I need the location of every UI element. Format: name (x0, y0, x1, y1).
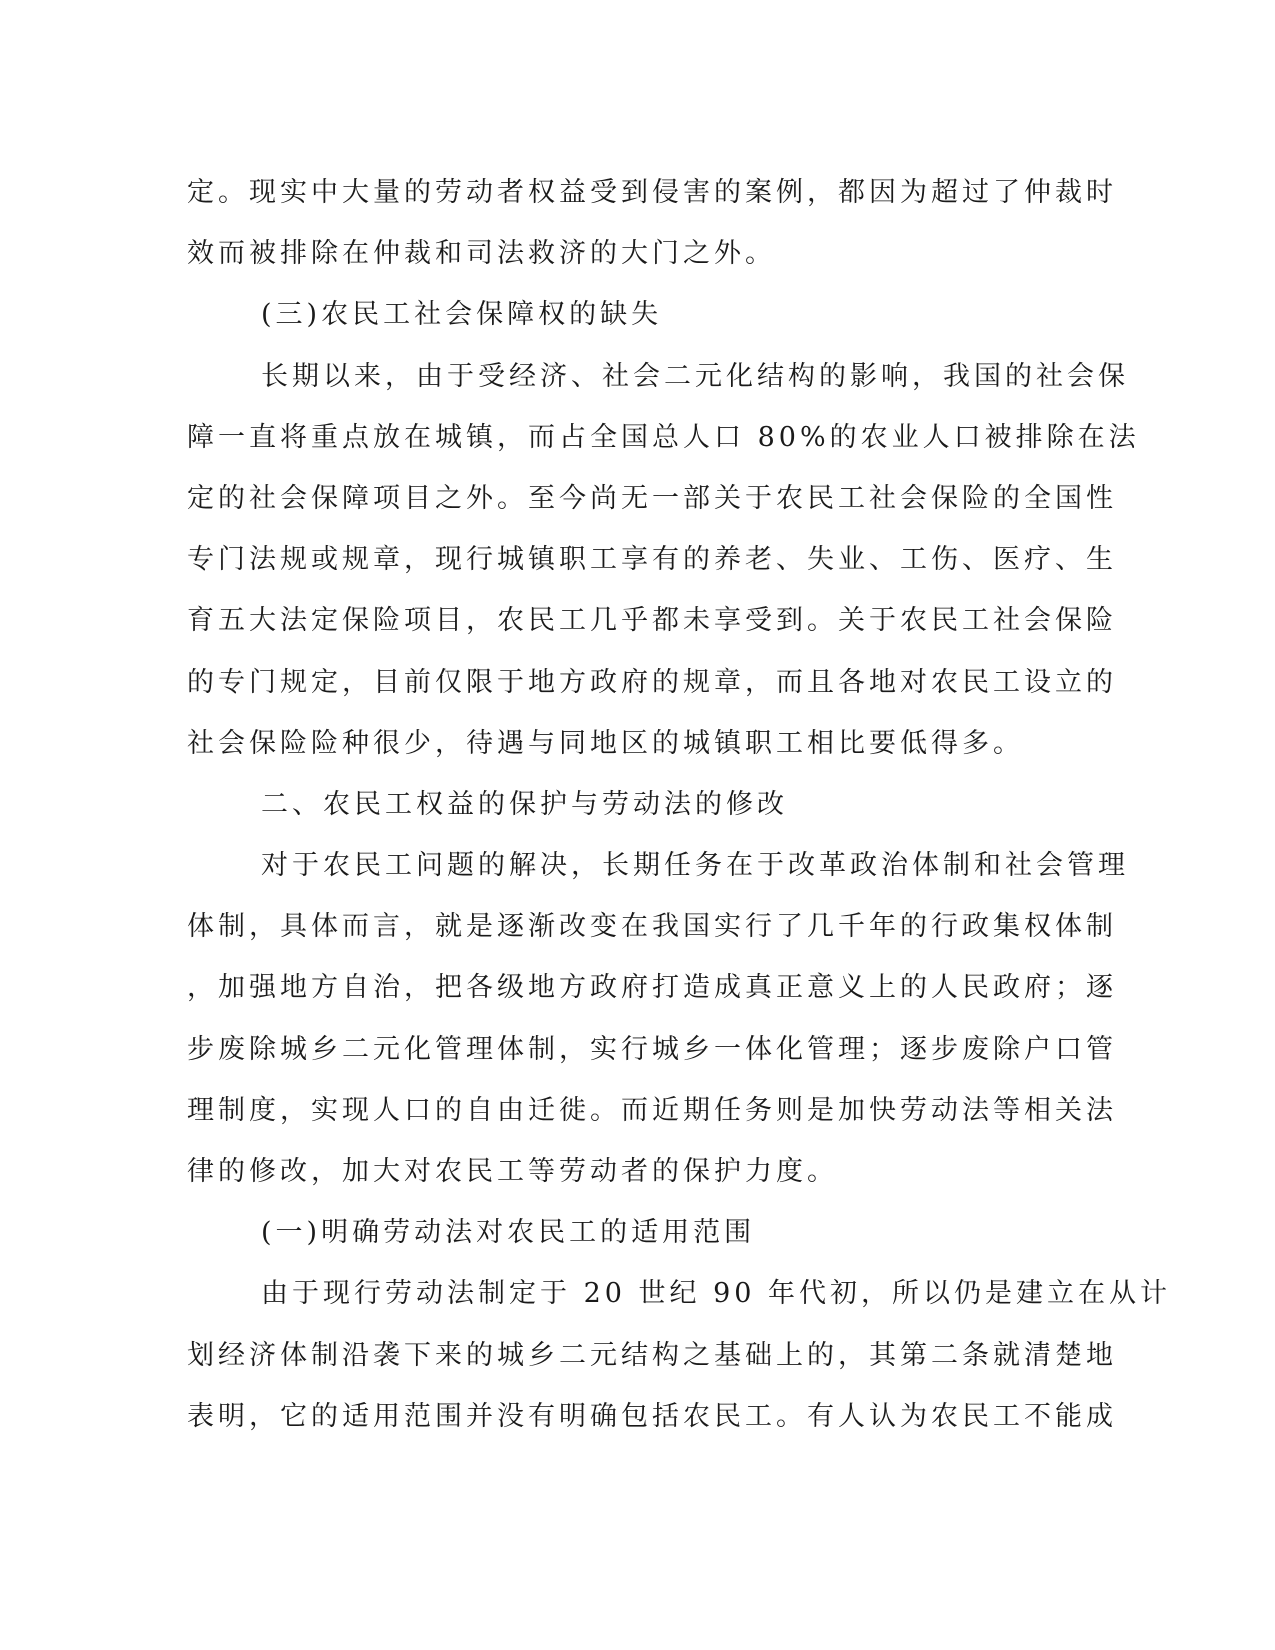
text-line: ，加强地方自治，把各级地方政府打造成真正意义上的人民政府；逐 (187, 972, 1117, 1004)
text-line: 划经济体制沿袭下来的城乡二元结构之基础上的，其第二条就清楚地 (187, 1339, 1117, 1371)
text-line: 表明，它的适用范围并没有明确包括农民工。有人认为农民工不能成 (187, 1400, 1117, 1432)
text-line: 定。现实中大量的劳动者权益受到侵害的案例，都因为超过了仲裁时 (187, 177, 1117, 208)
text-line: 效而被排除在仲裁和司法救济的大门之外。 (187, 238, 776, 270)
text-line: 律的修改，加大对农民工等劳动者的保护力度。 (187, 1156, 838, 1187)
text-line: 定的社会保障项目之外。至今尚无一部关于农民工社会保险的全国性 (187, 482, 1117, 514)
text-line: 步废除城乡二元化管理体制，实行城乡一体化管理；逐步废除户口管 (187, 1033, 1117, 1065)
body-text (187, 162, 1172, 1447)
section-heading: (一)明确劳动法对农民工的适用范围 (261, 1217, 756, 1249)
text-line: 长期以来，由于受经济、社会二元化结构的影响，我国的社会保 (261, 360, 1129, 392)
text-line: 由于现行劳动法制定于 20 世纪 90 年代初，所以仍是建立在从计 (261, 1278, 1172, 1310)
text-line: 专门法规或规章，现行城镇职工享有的养老、失业、工伤、医疗、生 (187, 544, 1117, 576)
text-line: 理制度，实现人口的自由迁徙。而近期任务则是加快劳动法等相关法 (187, 1094, 1117, 1126)
text-line: 的专门规定，目前仅限于地方政府的规章，而且各地对农民工设立的 (187, 666, 1117, 698)
text-line: 障一直将重点放在城镇，而占全国总人口 80%的农业人口被排除在法 (187, 421, 1140, 453)
text-line: 体制，具体而言，就是逐渐改变在我国实行了几千年的行政集权体制 (187, 911, 1117, 943)
text-line: 育五大法定保险项目，农民工几乎都未享受到。关于农民工社会保险 (187, 605, 1117, 637)
text-line: 社会保险险种很少，待遇与同地区的城镇职工相比要低得多。 (187, 727, 1024, 759)
section-heading: (三)农民工社会保障权的缺失 (261, 299, 663, 331)
text-line: 对于农民工问题的解决，长期任务在于改革政治体制和社会管理 (261, 850, 1129, 882)
section-heading: 二、农民工权益的保护与劳动法的修改 (261, 788, 788, 820)
